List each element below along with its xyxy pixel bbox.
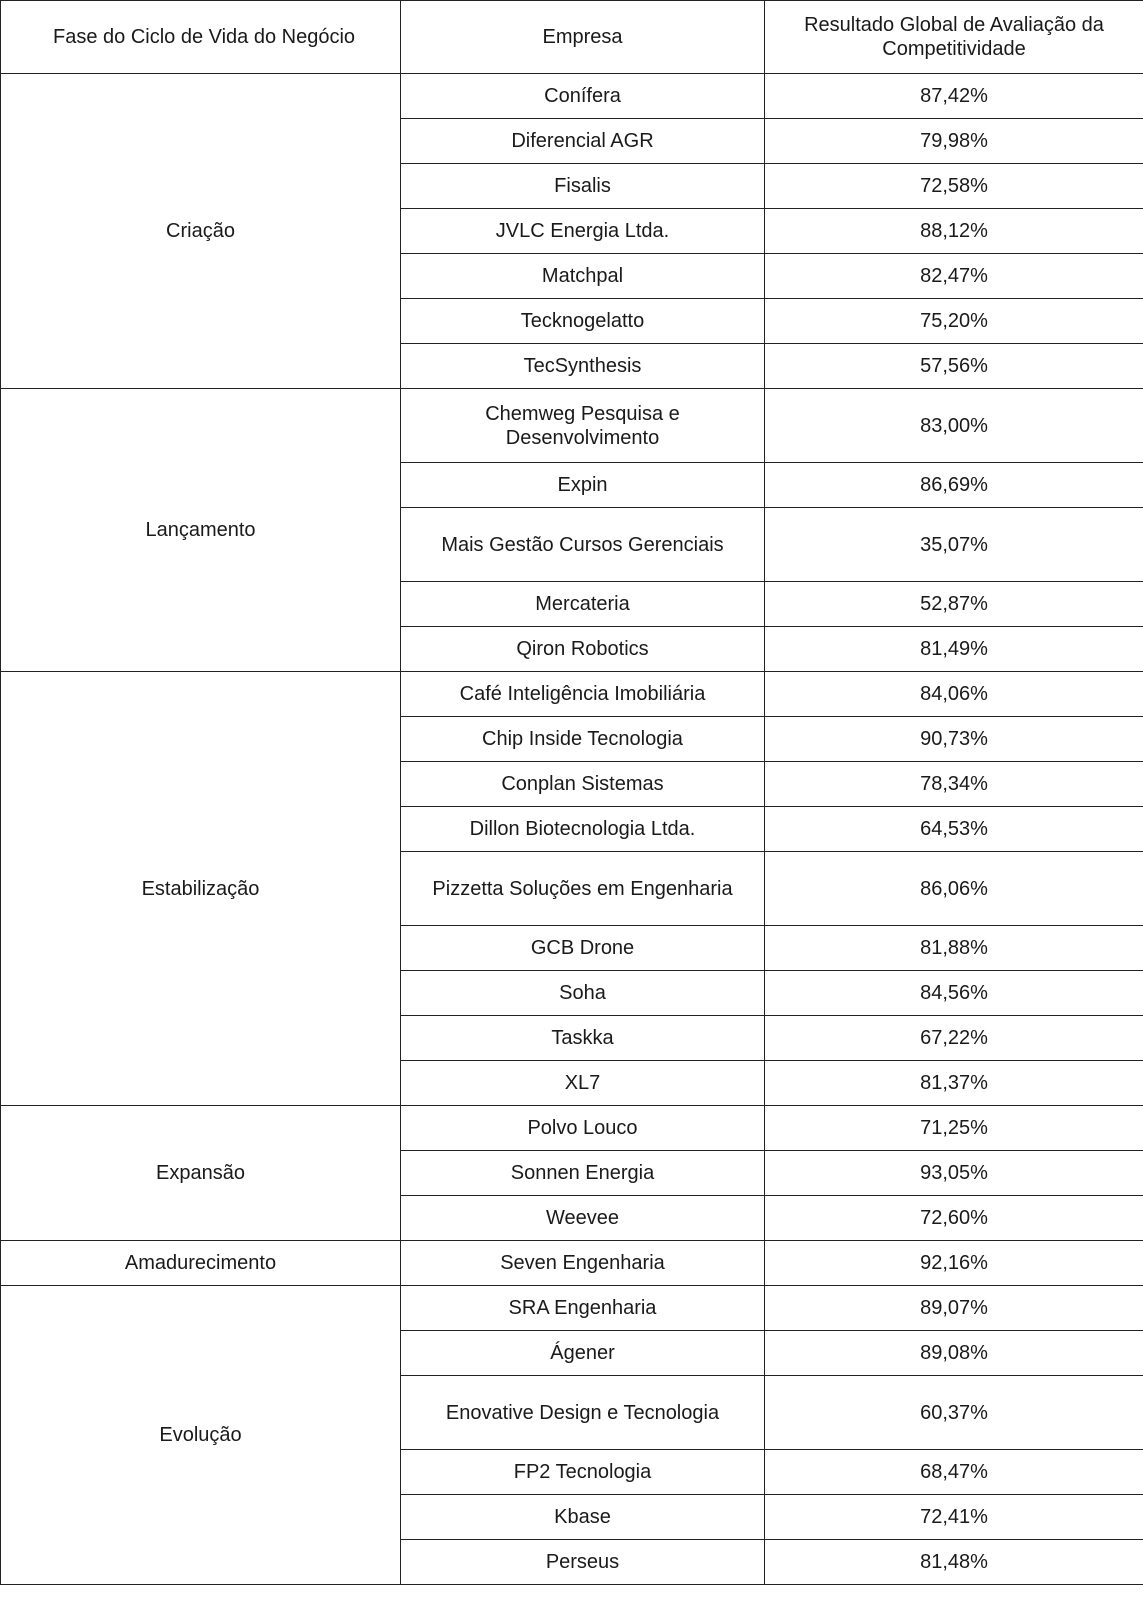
result-cell: 71,25% bbox=[765, 1106, 1143, 1151]
company-cell: Expin bbox=[401, 463, 765, 508]
company-cell: FP2 Tecnologia bbox=[401, 1450, 765, 1495]
result-cell: 88,12% bbox=[765, 209, 1143, 254]
table-row bbox=[1, 1241, 1143, 1286]
table-body bbox=[1, 74, 1143, 1585]
company-cell: Fisalis bbox=[401, 164, 765, 209]
company-cell: SRA Engenharia bbox=[401, 1286, 765, 1331]
company-cell: Sonnen Energia bbox=[401, 1151, 765, 1196]
table-row bbox=[1, 1106, 1143, 1151]
company-cell: XL7 bbox=[401, 1061, 765, 1106]
phase-cell: Expansão bbox=[1, 1106, 401, 1241]
result-cell: 78,34% bbox=[765, 762, 1143, 807]
company-cell: Tecknogelatto bbox=[401, 299, 765, 344]
result-cell: 67,22% bbox=[765, 1016, 1143, 1061]
company-cell: Kbase bbox=[401, 1495, 765, 1540]
company-cell: Polvo Louco bbox=[401, 1106, 765, 1151]
result-cell: 81,49% bbox=[765, 627, 1143, 672]
header-company: Empresa bbox=[401, 1, 765, 74]
company-cell: Conífera bbox=[401, 74, 765, 119]
company-cell: Seven Engenharia bbox=[401, 1241, 765, 1286]
result-cell: 64,53% bbox=[765, 807, 1143, 852]
result-cell: 79,98% bbox=[765, 119, 1143, 164]
phase-cell: Amadurecimento bbox=[1, 1241, 401, 1286]
phase-cell: Estabilização bbox=[1, 672, 401, 1106]
table-row bbox=[1, 74, 1143, 119]
result-cell: 89,07% bbox=[765, 1286, 1143, 1331]
result-cell: 86,69% bbox=[765, 463, 1143, 508]
company-cell: Qiron Robotics bbox=[401, 627, 765, 672]
result-cell: 89,08% bbox=[765, 1331, 1143, 1376]
company-cell: Pizzetta Soluções em Engenharia bbox=[401, 852, 765, 926]
result-cell: 81,48% bbox=[765, 1540, 1143, 1585]
result-cell: 87,42% bbox=[765, 74, 1143, 119]
phase-cell: Evolução bbox=[1, 1286, 401, 1585]
company-cell: Matchpal bbox=[401, 254, 765, 299]
company-cell: Dillon Biotecnologia Ltda. bbox=[401, 807, 765, 852]
table-row bbox=[1, 389, 1143, 463]
result-cell: 72,60% bbox=[765, 1196, 1143, 1241]
phase-cell: Criação bbox=[1, 74, 401, 389]
result-cell: 86,06% bbox=[765, 852, 1143, 926]
result-cell: 93,05% bbox=[765, 1151, 1143, 1196]
result-cell: 75,20% bbox=[765, 299, 1143, 344]
company-cell: Taskka bbox=[401, 1016, 765, 1061]
result-cell: 81,88% bbox=[765, 926, 1143, 971]
result-cell: 60,37% bbox=[765, 1376, 1143, 1450]
header-row bbox=[1, 1, 1143, 74]
company-cell: TecSynthesis bbox=[401, 344, 765, 389]
company-cell: GCB Drone bbox=[401, 926, 765, 971]
header-result: Resultado Global de Avaliação da Competitividade bbox=[765, 1, 1143, 74]
header-phase: Fase do Ciclo de Vida do Negócio bbox=[1, 1, 401, 74]
company-cell: Weevee bbox=[401, 1196, 765, 1241]
company-cell: JVLC Energia Ltda. bbox=[401, 209, 765, 254]
result-cell: 92,16% bbox=[765, 1241, 1143, 1286]
result-cell: 82,47% bbox=[765, 254, 1143, 299]
company-cell: Mercateria bbox=[401, 582, 765, 627]
result-cell: 83,00% bbox=[765, 389, 1143, 463]
company-cell: Mais Gestão Cursos Gerenciais bbox=[401, 508, 765, 582]
company-cell: Perseus bbox=[401, 1540, 765, 1585]
result-cell: 90,73% bbox=[765, 717, 1143, 762]
company-cell: Soha bbox=[401, 971, 765, 1016]
company-cell: Diferencial AGR bbox=[401, 119, 765, 164]
company-cell: Café Inteligência Imobiliária bbox=[401, 672, 765, 717]
result-cell: 72,58% bbox=[765, 164, 1143, 209]
company-cell: Enovative Design e Tecnologia bbox=[401, 1376, 765, 1450]
table-row bbox=[1, 1286, 1143, 1331]
phase-cell: Lançamento bbox=[1, 389, 401, 672]
company-cell: Ágener bbox=[401, 1331, 765, 1376]
result-cell: 52,87% bbox=[765, 582, 1143, 627]
result-cell: 68,47% bbox=[765, 1450, 1143, 1495]
company-cell: Chemweg Pesquisa e Desenvolvimento bbox=[401, 389, 765, 463]
company-cell: Chip Inside Tecnologia bbox=[401, 717, 765, 762]
result-cell: 81,37% bbox=[765, 1061, 1143, 1106]
table-row bbox=[1, 672, 1143, 717]
result-cell: 84,06% bbox=[765, 672, 1143, 717]
result-cell: 35,07% bbox=[765, 508, 1143, 582]
result-cell: 72,41% bbox=[765, 1495, 1143, 1540]
company-cell: Conplan Sistemas bbox=[401, 762, 765, 807]
result-cell: 84,56% bbox=[765, 971, 1143, 1016]
result-cell: 57,56% bbox=[765, 344, 1143, 389]
